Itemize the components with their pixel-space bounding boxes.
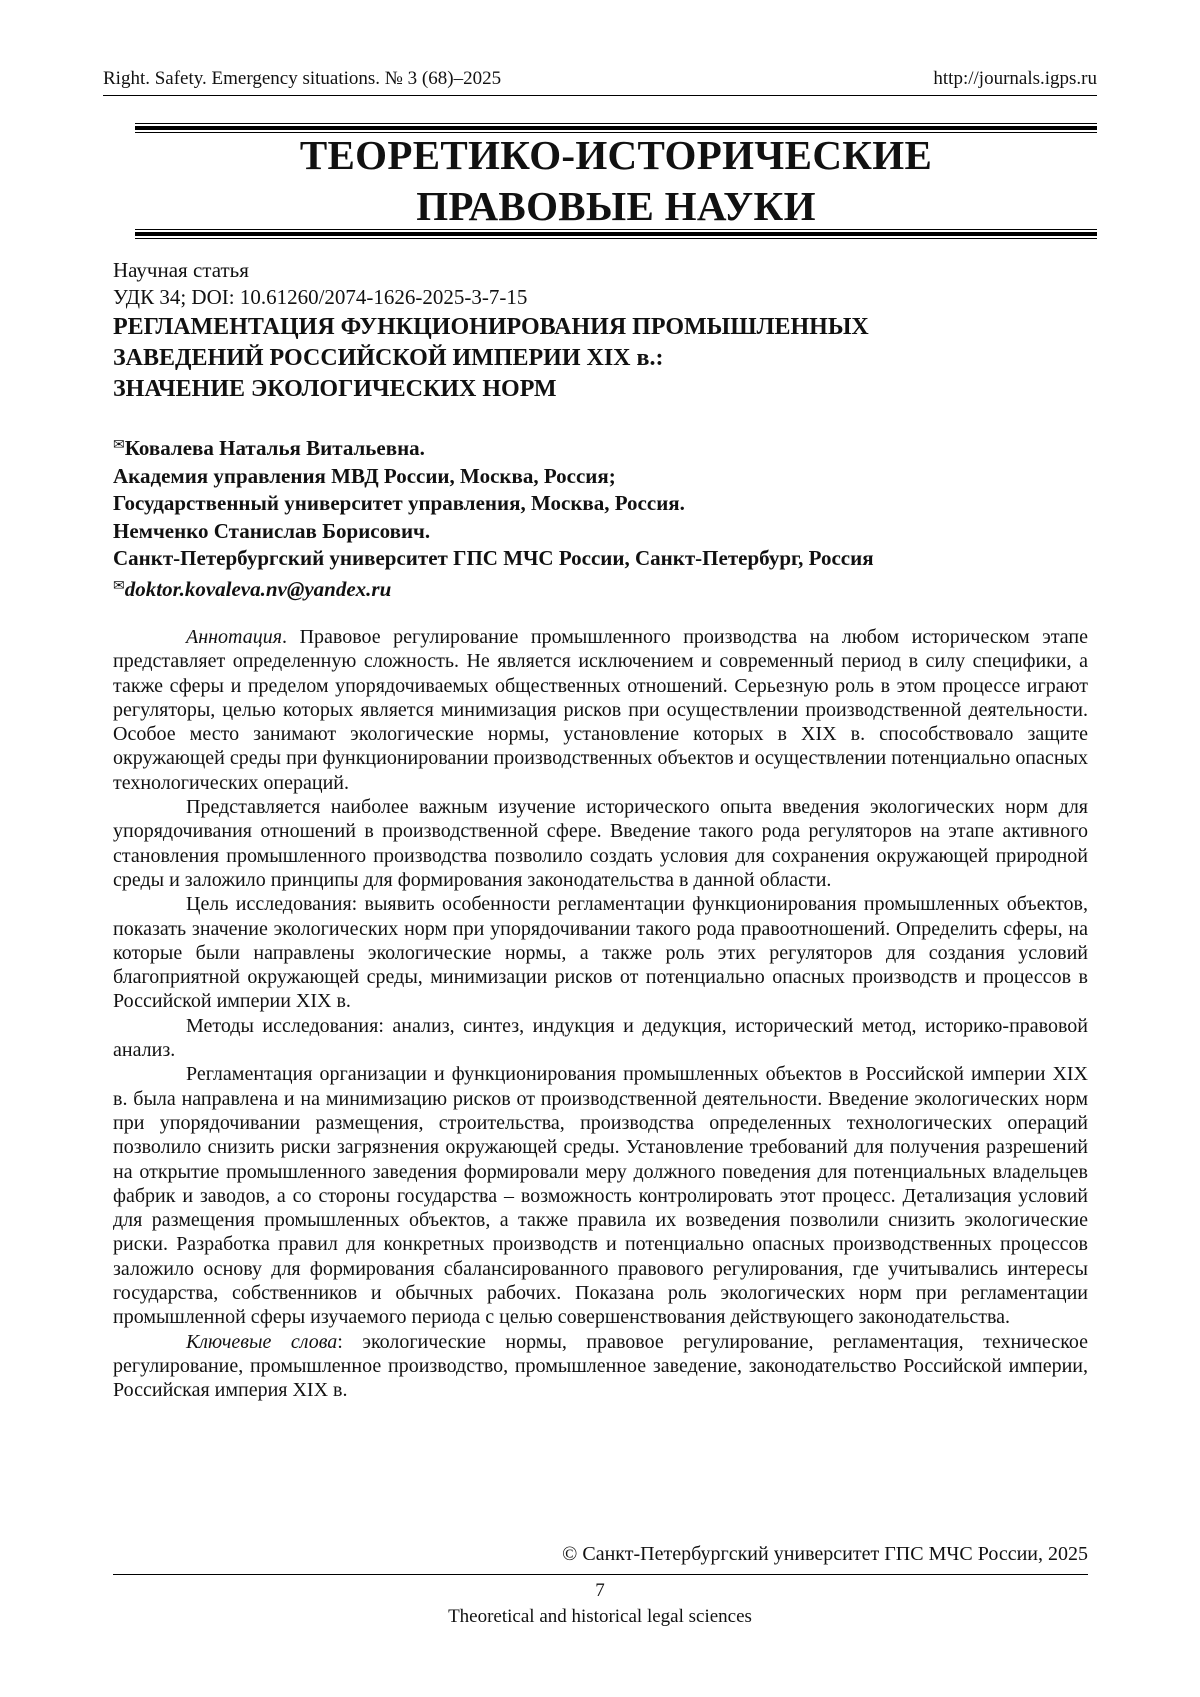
affiliation: Академия управления МВД России, Москва, Россия; (113, 463, 616, 488)
keywords: Ключевые слова: экологические нормы, правовое регулирование, регламентация, техническое регулирование, промышленное производство, промышленное заведение, законодательство Российской империи, Российская империя XIX в. (113, 1330, 1089, 1402)
article-meta (113, 257, 527, 311)
section-title (135, 130, 1097, 232)
article-type: Научная статья (113, 258, 249, 282)
article-title-line: ЗАВЕДЕНИЙ РОССИЙСКОЙ ИМПЕРИИ XIX в.: (113, 345, 664, 371)
header-rule (103, 95, 1097, 96)
section-rule-bottom (135, 229, 1097, 239)
author-name-2: Немченко Станислав Борисович. (113, 518, 431, 543)
running-footer: Theoretical and historical legal sciences (448, 1606, 752, 1627)
abstract-paragraph: Аннотация. Правовое регулирование промышленного производства на любом историческом этапе представляет определенную сложность. Не является исключением и современный период в силу специфики, а также сферы и пределом упорядочиваемых общественных отношений. Серьезную роль в этом процессе играют регуляторы, целью которых является минимизация рисков при осуществлении производственной деятельности. Особое место занимают экологические нормы, установление которых в XIX в. способствовало защите окружающей среды при функционировании производственных объектов и осуществлении потенциально опасных технологических операций. (113, 626, 1088, 794)
article-title-line: РЕГЛАМЕНТАЦИЯ ФУНКЦИОНИРОВАНИЯ ПРОМЫШЛЕННЫХ (113, 314, 869, 340)
article-title-line: ЗНАЧЕНИЕ ЭКОЛОГИЧЕСКИХ НОРМ (113, 376, 557, 402)
author-email[interactable]: doktor.kovaleva.nv@yandex.ru (124, 576, 392, 601)
copyright: © Санкт-Петербургский университет ГПС МЧС России, 2025 (562, 1543, 1088, 1565)
abstract-paragraph: Цель исследования: выявить особенности регламентации функционирования промышленных объектов, показать значение экологических норм при упорядочивании такого рода правоотношений. Определить сферы, на которые были направлены экологические нормы, а также роль этих регуляторов для создания условий благоприятной окружающей среды, минимизации рисков от потенциально опасных производств и процессов в Российской империи XIX в. (113, 893, 1088, 1013)
article-title (113, 312, 1093, 405)
abstract-label: Аннотация (186, 626, 283, 648)
author-name-1: Ковалева Наталья Витальевна. (124, 436, 425, 460)
abstract-paragraph: Методы исследования: анализ, синтез, индукция и дедукция, исторический метод, историко-правовой анализ. (113, 1014, 1088, 1062)
journal-name: Right. Safety. Emergency situations. № 3 (68)–2025 (103, 68, 502, 89)
journal-url[interactable]: http://journals.igps.ru (933, 68, 1097, 89)
affiliation: Государственный университет управления, Москва, Россия. (113, 491, 685, 515)
page-number: 7 (595, 1580, 605, 1601)
envelope-icon: ✉ (113, 578, 125, 594)
envelope-icon: ✉ (113, 438, 125, 453)
abstract-paragraph: Представляется наиболее важным изучение исторического опыта введения экологических норм для упорядочивания отношений в производственной сфере. Введение такого рода регуляторов на этапе активного становления промышленного производства позволило создать условия для сохранения окружающей природной среды и заложило принципы для формирования законодательства в данной области. (113, 796, 1088, 891)
section-title-line1: ТЕОРЕТИКО-ИСТОРИЧЕСКИЕ (299, 132, 933, 178)
affiliation: Санкт-Петербургский университет ГПС МЧС России, Санкт-Петербург, Россия (113, 546, 874, 570)
footer-rule (113, 1574, 1088, 1575)
udc-doi: УДК 34; DOI: 10.61260/2074-1626-2025-3-7-15 (113, 285, 528, 309)
abstract (113, 625, 1088, 1403)
abstract-paragraph: Регламентация организации и функционирования промышленных объектов в Российской империи XIX в. была направлена и на минимизацию рисков от производственной деятельности. Введение экологических норм при упорядочивании размещения, строительства, производства определенных технологических операций позволило снизить риски загрязнения окружающей среды. Установление требований для получения разрешений на открытие промышленного заведения формировали меру должного поведения для потенциальных владельцев фабрик и заводов, а со стороны государства – возможность контролировать этот процесс. Детализация условий для размещения промышленных объектов, а также правила их возведения позволили снизить экологические риски. Разработка правил для конкретных производств и потенциально опасных производственных процессов заложило основу для формирования сбалансированного правового регулирования, где учитывались интересы государства, собственников и обычных рабочих. Показана роль экологических норм при регламентации промышленной сферы изучаемого периода с целью совершенствования действующего законодательства. (113, 1063, 1088, 1329)
keywords-label: Ключевые слова (186, 1330, 338, 1353)
section-title-line2: ПРАВОВЫЕ НАУКИ (416, 183, 816, 229)
authors-block (113, 432, 874, 603)
running-header (103, 68, 1097, 90)
